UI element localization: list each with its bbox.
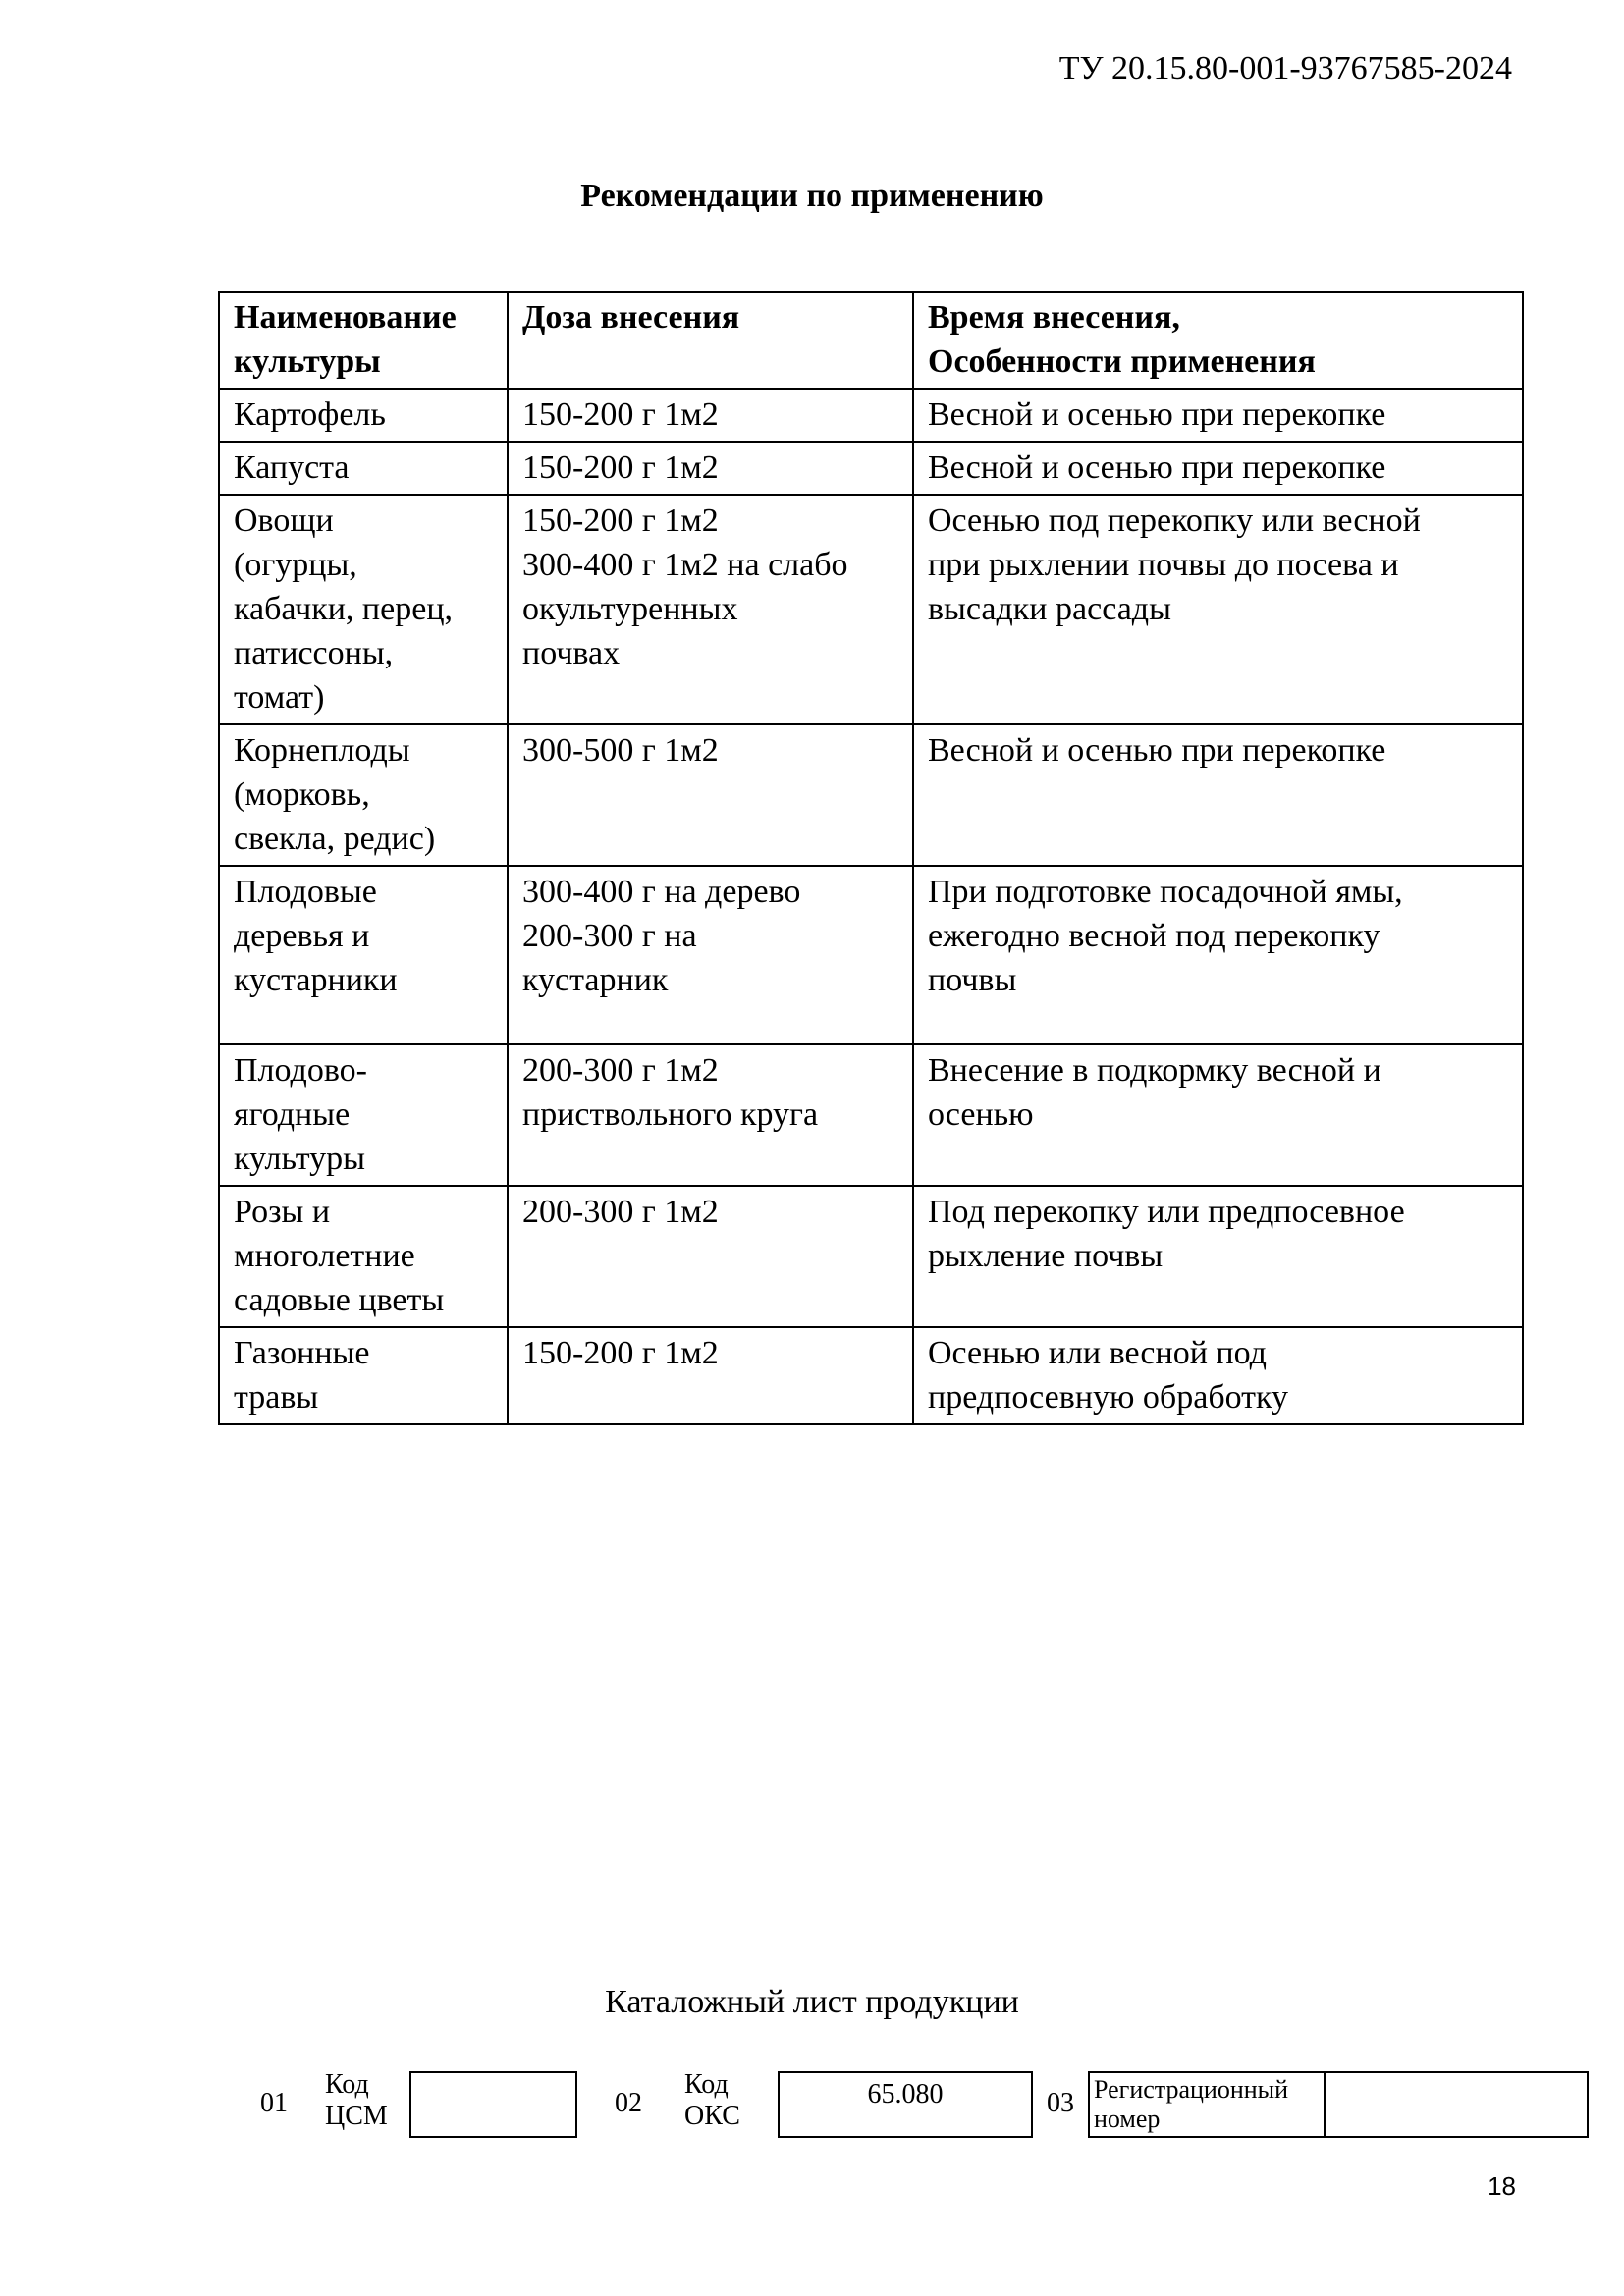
table-row: [219, 724, 1523, 866]
catalog-field-3-box: [1088, 2071, 1589, 2138]
cell-culture: Овощи (огурцы, кабачки, перец, патиссоны, томат): [219, 495, 508, 724]
catalog-field-1-number: 01: [260, 2088, 288, 2118]
cell-culture: Корнеплоды (морковь, свекла, редис): [219, 724, 508, 866]
cell-dose: 200-300 г 1м2: [508, 1186, 913, 1327]
cell-dose: 300-400 г на дерево 200-300 г на кустарник: [508, 866, 913, 1044]
cell-time: Весной и осенью при перекопке: [913, 724, 1523, 866]
table-row: [219, 389, 1523, 442]
recommendations-table: [218, 291, 1524, 1425]
cell-dose: 300-500 г 1м2: [508, 724, 913, 866]
catalog-field-3-number: 03: [1047, 2088, 1074, 2118]
table-row: [219, 1327, 1523, 1424]
catalog-field-3-divider: [1324, 2073, 1326, 2136]
cell-dose: 150-200 г 1м2: [508, 389, 913, 442]
table-row: [219, 866, 1523, 1044]
page-number: 18: [1488, 2171, 1516, 2201]
cell-time: Осенью или весной под предпосевную обработку: [913, 1327, 1523, 1424]
cell-culture: Розы и многолетние садовые цветы: [219, 1186, 508, 1327]
document-code: ТУ 20.15.80-001-93767585-2024: [1058, 50, 1512, 86]
table-header-row: [219, 292, 1523, 389]
page-title: Рекомендации по применению: [580, 178, 1044, 214]
cell-dose: 150-200 г 1м2 300-400 г 1м2 на слабо окультуренных почвах: [508, 495, 913, 724]
catalog-field-3-label: Регистрационный номер: [1094, 2075, 1289, 2133]
cell-dose: 200-300 г 1м2 приствольного круга: [508, 1044, 913, 1186]
catalog-field-1-label: Код ЦСМ: [325, 2069, 388, 2131]
catalog-field-1-box: [409, 2071, 577, 2138]
table-row: [219, 442, 1523, 495]
catalog-title: Каталожный лист продукции: [605, 1984, 1019, 2020]
catalog-field-2-number: 02: [615, 2088, 642, 2118]
cell-culture: Картофель: [219, 389, 508, 442]
cell-dose: 150-200 г 1м2: [508, 1327, 913, 1424]
cell-culture: Плодово- ягодные культуры: [219, 1044, 508, 1186]
header-culture: Наименование культуры: [219, 292, 508, 389]
cell-time: Весной и осенью при перекопке: [913, 389, 1523, 442]
table-row: [219, 495, 1523, 724]
header-time: Время внесения, Особенности применения: [913, 292, 1523, 389]
cell-time: Под перекопку или предпосевное рыхление почвы: [913, 1186, 1523, 1327]
catalog-field-2-value: 65.080: [867, 2079, 944, 2109]
cell-dose: 150-200 г 1м2: [508, 442, 913, 495]
catalog-field-2-box: [778, 2071, 1033, 2138]
cell-time: При подготовке посадочной ямы, ежегодно весной под перекопку почвы: [913, 866, 1523, 1044]
table-row: [219, 1044, 1523, 1186]
cell-time: Внесение в подкормку весной и осенью: [913, 1044, 1523, 1186]
cell-time: Весной и осенью при перекопке: [913, 442, 1523, 495]
catalog-field-2-label: Код ОКС: [684, 2069, 740, 2131]
cell-time: Осенью под перекопку или весной при рыхлении почвы до посева и высадки рассады: [913, 495, 1523, 724]
cell-culture: Плодовые деревья и кустарники: [219, 866, 508, 1044]
header-dose: Доза внесения: [508, 292, 913, 389]
cell-culture: Газонные травы: [219, 1327, 508, 1424]
cell-culture: Капуста: [219, 442, 508, 495]
table-row: [219, 1186, 1523, 1327]
